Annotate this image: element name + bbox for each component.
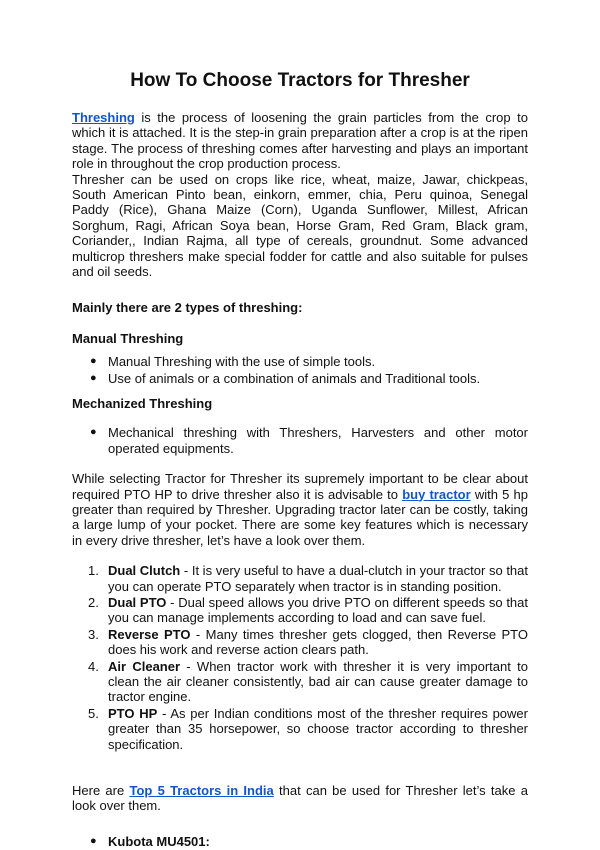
top5-paragraph: Here are Top 5 Tractors in India that can be used for Thresher let’s take a look over them. bbox=[72, 783, 528, 814]
bullet-icon: ● bbox=[90, 426, 97, 439]
feature-item: 3. Reverse PTO - Many times thresher gets clogged, then Reverse PTO does his work and reverse action clears path. bbox=[88, 626, 528, 658]
feature-item: 1. Dual Clutch - It is very useful to have a dual-clutch in your tractor so that you can operate PTO separately when tractor is in standing position. bbox=[88, 563, 529, 594]
tractor-list bbox=[72, 834, 528, 849]
selecting-paragraph: While selecting Tractor for Thresher its supremely important to be clear about required PTO HP to drive thresher also it is advisable to buy tractor with 5 hp greater than required by Thresher. Upgrading tractor later can be costly, taking a large lump of your pocket. There are some key features which is necessary in every drive thresher, let’s have a look over them. bbox=[72, 471, 528, 548]
feature-term: Dual PTO bbox=[108, 594, 167, 610]
buy-tractor-link[interactable]: buy tractor bbox=[402, 486, 471, 502]
feature-item: 4. Air Cleaner - When tractor work with thresher it is very important to clean the air cleaner consistently, bad air can cause greater damage to tractor engine. bbox=[88, 658, 528, 705]
crops-paragraph: Thresher can be used on crops like rice, wheat, maize, Jawar, chickpeas, South American Pinto bean, einkorn, emmer, chia, Peru quinoa, Senegal Paddy (Rice), Ghana Maize (Corn), Uganda Sunflower, Millest, African Sorghum, Ragi, African Soya bean, Horse Gram, Red Gram, Black gram, Coriander,, Indian Rajma, all type of cereals, groundnut. Some advanced multicrop threshers make special fodder for cattle and also suitable for pulses and oil seeds. bbox=[72, 171, 528, 280]
intro-text: is the process of loosening the grain particles from the crop to which it is attached. It is the step-in grain preparation after a crop is at the ripen stage. The process of threshing comes after harvesting and plays an important role in throughout the crop production process. bbox=[72, 110, 528, 172]
list-item bbox=[90, 833, 528, 849]
manual-heading: Manual Threshing bbox=[72, 331, 184, 347]
mechanized-list bbox=[72, 425, 528, 456]
list-item: ● Manual Threshing with the use of simple tools. bbox=[90, 354, 376, 370]
list-item: ● Use of animals or a combination of animals and Traditional tools. bbox=[90, 370, 481, 386]
threshing-link[interactable]: Threshing bbox=[72, 110, 135, 125]
types-heading: Mainly there are 2 types of threshing: bbox=[72, 300, 303, 316]
top-5-tractors-link[interactable]: Top 5 Tractors in India bbox=[129, 783, 274, 798]
list-item: ● Mechanical threshing with Threshers, Harvesters and other motor operated equipments. bbox=[90, 425, 528, 456]
intro-paragraph bbox=[72, 110, 528, 172]
page-title: How To Choose Tractors for Thresher bbox=[130, 70, 470, 91]
bullet-icon: ● bbox=[90, 355, 97, 368]
feature-term: PTO HP bbox=[108, 705, 158, 721]
feature-item: 2. Dual PTO - Dual speed allows you drive PTO on different speeds so that you can manage implements according to load and can save fuel. bbox=[88, 594, 529, 626]
feature-term: Reverse PTO bbox=[108, 626, 191, 642]
mechanized-heading: Mechanized Threshing bbox=[72, 396, 213, 412]
features-list bbox=[72, 563, 528, 752]
document-page bbox=[72, 70, 528, 850]
feature-item: 5. PTO HP - As per Indian conditions most of the thresher requires power greater than 35 horsepower, so choose tractor according to thresher specification. bbox=[88, 705, 528, 752]
feature-term: Dual Clutch bbox=[108, 563, 181, 579]
bullet-icon: ● bbox=[90, 834, 97, 847]
feature-term: Air Cleaner bbox=[108, 658, 181, 674]
bullet-icon: ● bbox=[90, 371, 97, 384]
manual-list bbox=[72, 354, 528, 386]
tractor-name: Kubota MU4501: bbox=[108, 833, 210, 849]
